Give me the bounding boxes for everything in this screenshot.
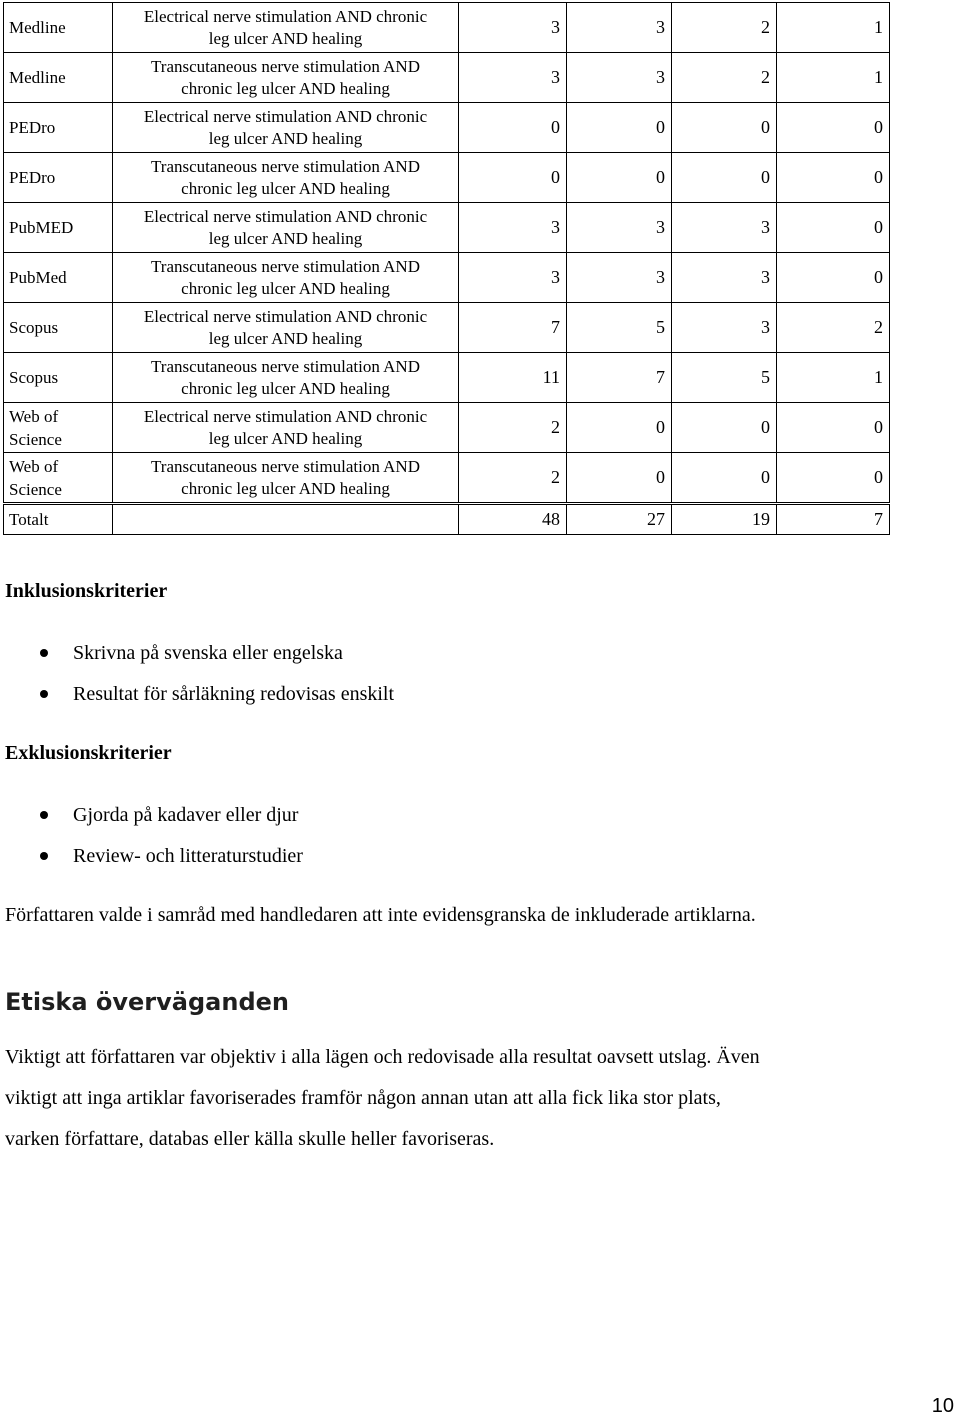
count-cell: 2 — [672, 3, 777, 53]
count-cell: 0 — [567, 103, 672, 153]
query-line: Electrical nerve stimulation AND chronic — [143, 106, 428, 126]
search-query-cell — [113, 153, 459, 203]
database-cell: PEDro — [4, 153, 113, 203]
count-cell: 1 — [777, 353, 890, 403]
search-query-cell — [113, 3, 459, 53]
ethics-paragraph — [5, 1037, 895, 1160]
query-line: Transcutaneous nerve stimulation AND — [151, 356, 420, 376]
total-count-cell: 48 — [459, 504, 567, 535]
count-cell: 0 — [459, 153, 567, 203]
database-cell: Medline — [4, 3, 113, 53]
query-line: leg ulcer AND healing — [208, 228, 363, 248]
search-results-table — [3, 2, 890, 535]
count-cell: 3 — [567, 253, 672, 303]
search-query-cell — [113, 53, 459, 103]
inclusion-list — [40, 642, 394, 724]
count-cell: 0 — [672, 403, 777, 453]
query-line: Electrical nerve stimulation AND chronic — [143, 6, 428, 26]
table-row — [4, 403, 890, 453]
count-cell: 2 — [672, 53, 777, 103]
count-cell: 0 — [567, 153, 672, 203]
query-line: Electrical nerve stimulation AND chronic — [143, 406, 428, 426]
count-cell: 0 — [672, 153, 777, 203]
count-cell: 3 — [672, 203, 777, 253]
total-label: Totalt — [4, 504, 113, 535]
database-cell: PubMed — [4, 253, 113, 303]
table-row — [4, 53, 890, 103]
table-row — [4, 303, 890, 353]
table-row — [4, 453, 890, 504]
query-line: leg ulcer AND healing — [208, 328, 363, 348]
count-cell: 3 — [567, 53, 672, 103]
search-query-cell — [113, 403, 459, 453]
count-cell: 7 — [459, 303, 567, 353]
search-query-cell — [113, 303, 459, 353]
table-row — [4, 3, 890, 53]
total-count-cell: 19 — [672, 504, 777, 535]
search-query-cell — [113, 203, 459, 253]
database-cell: Web of Science — [4, 453, 113, 504]
count-cell: 0 — [777, 453, 890, 504]
count-cell: 0 — [777, 103, 890, 153]
search-query-cell — [113, 353, 459, 403]
count-cell: 0 — [567, 453, 672, 504]
count-cell: 0 — [777, 203, 890, 253]
bullet-icon — [40, 690, 48, 698]
total-count-cell: 7 — [777, 504, 890, 535]
search-query-cell — [113, 253, 459, 303]
count-cell: 3 — [567, 203, 672, 253]
count-cell: 2 — [459, 453, 567, 504]
count-cell: 3 — [672, 253, 777, 303]
table-row — [4, 153, 890, 203]
query-line: chronic leg ulcer AND healing — [181, 78, 390, 98]
count-cell: 1 — [777, 3, 890, 53]
table-row — [4, 203, 890, 253]
empty-cell — [113, 504, 459, 535]
database-cell: PEDro — [4, 103, 113, 153]
count-cell: 0 — [672, 103, 777, 153]
query-line: chronic leg ulcer AND healing — [181, 278, 390, 298]
query-line: chronic leg ulcer AND healing — [181, 478, 390, 498]
table-row — [4, 103, 890, 153]
exclusion-list — [40, 804, 303, 886]
count-cell: 3 — [459, 53, 567, 103]
list-item: Review- och litteraturstudier — [40, 845, 303, 886]
count-cell: 3 — [459, 253, 567, 303]
list-item: Skrivna på svenska eller engelska — [40, 642, 394, 683]
bullet-icon — [40, 852, 48, 860]
list-item: Resultat för sårläkning redovisas enskilt — [40, 683, 394, 724]
database-cell: Web of Science — [4, 403, 113, 453]
query-line: leg ulcer AND healing — [208, 128, 363, 148]
query-line: chronic leg ulcer AND healing — [181, 178, 390, 198]
count-cell: 11 — [459, 353, 567, 403]
count-cell: 0 — [777, 153, 890, 203]
query-line: Transcutaneous nerve stimulation AND — [151, 56, 420, 76]
exclusion-heading: Exklusionskriterier — [5, 742, 172, 764]
count-cell: 3 — [567, 3, 672, 53]
count-cell: 0 — [672, 453, 777, 504]
total-count-cell: 27 — [567, 504, 672, 535]
bullet-icon — [40, 811, 48, 819]
ethics-line: viktigt att inga artiklar favoriserades framför någon annan utan att alla fick lika stor plats, — [5, 1087, 721, 1109]
total-row — [4, 504, 890, 535]
list-item: Gjorda på kadaver eller djur — [40, 804, 303, 845]
query-line: leg ulcer AND healing — [208, 28, 363, 48]
ethics-line: varken författare, databas eller källa skulle heller favoriseras. — [5, 1128, 495, 1150]
ethics-heading: Etiska överväganden — [5, 988, 289, 1016]
query-line: chronic leg ulcer AND healing — [181, 378, 390, 398]
count-cell: 3 — [459, 3, 567, 53]
count-cell: 3 — [459, 203, 567, 253]
database-cell: Scopus — [4, 303, 113, 353]
query-line: Transcutaneous nerve stimulation AND — [151, 456, 420, 476]
count-cell: 7 — [567, 353, 672, 403]
table-row — [4, 353, 890, 403]
count-cell: 5 — [567, 303, 672, 353]
search-query-cell — [113, 453, 459, 504]
database-cell: Scopus — [4, 353, 113, 403]
query-line: leg ulcer AND healing — [208, 428, 363, 448]
count-cell: 1 — [777, 53, 890, 103]
evidence-note: Författaren valde i samråd med handledaren att inte evidensgranska de inkluderade artiklarna. — [5, 904, 756, 926]
count-cell: 2 — [777, 303, 890, 353]
query-line: Transcutaneous nerve stimulation AND — [151, 156, 420, 176]
count-cell: 5 — [672, 353, 777, 403]
query-line: Transcutaneous nerve stimulation AND — [151, 256, 420, 276]
database-cell: PubMED — [4, 203, 113, 253]
query-line: Electrical nerve stimulation AND chronic — [143, 306, 428, 326]
inclusion-heading: Inklusionskriterier — [5, 580, 168, 602]
database-cell: Medline — [4, 53, 113, 103]
count-cell: 0 — [459, 103, 567, 153]
count-cell: 3 — [672, 303, 777, 353]
count-cell: 0 — [777, 253, 890, 303]
page-number: 10 — [931, 1395, 954, 1417]
query-line: Electrical nerve stimulation AND chronic — [143, 206, 428, 226]
table-row — [4, 253, 890, 303]
count-cell: 0 — [567, 403, 672, 453]
ethics-line: Viktigt att författaren var objektiv i alla lägen och redovisade alla resultat oavsett utslag. Även — [5, 1046, 760, 1068]
bullet-icon — [40, 649, 48, 657]
count-cell: 0 — [777, 403, 890, 453]
search-query-cell — [113, 103, 459, 153]
count-cell: 2 — [459, 403, 567, 453]
